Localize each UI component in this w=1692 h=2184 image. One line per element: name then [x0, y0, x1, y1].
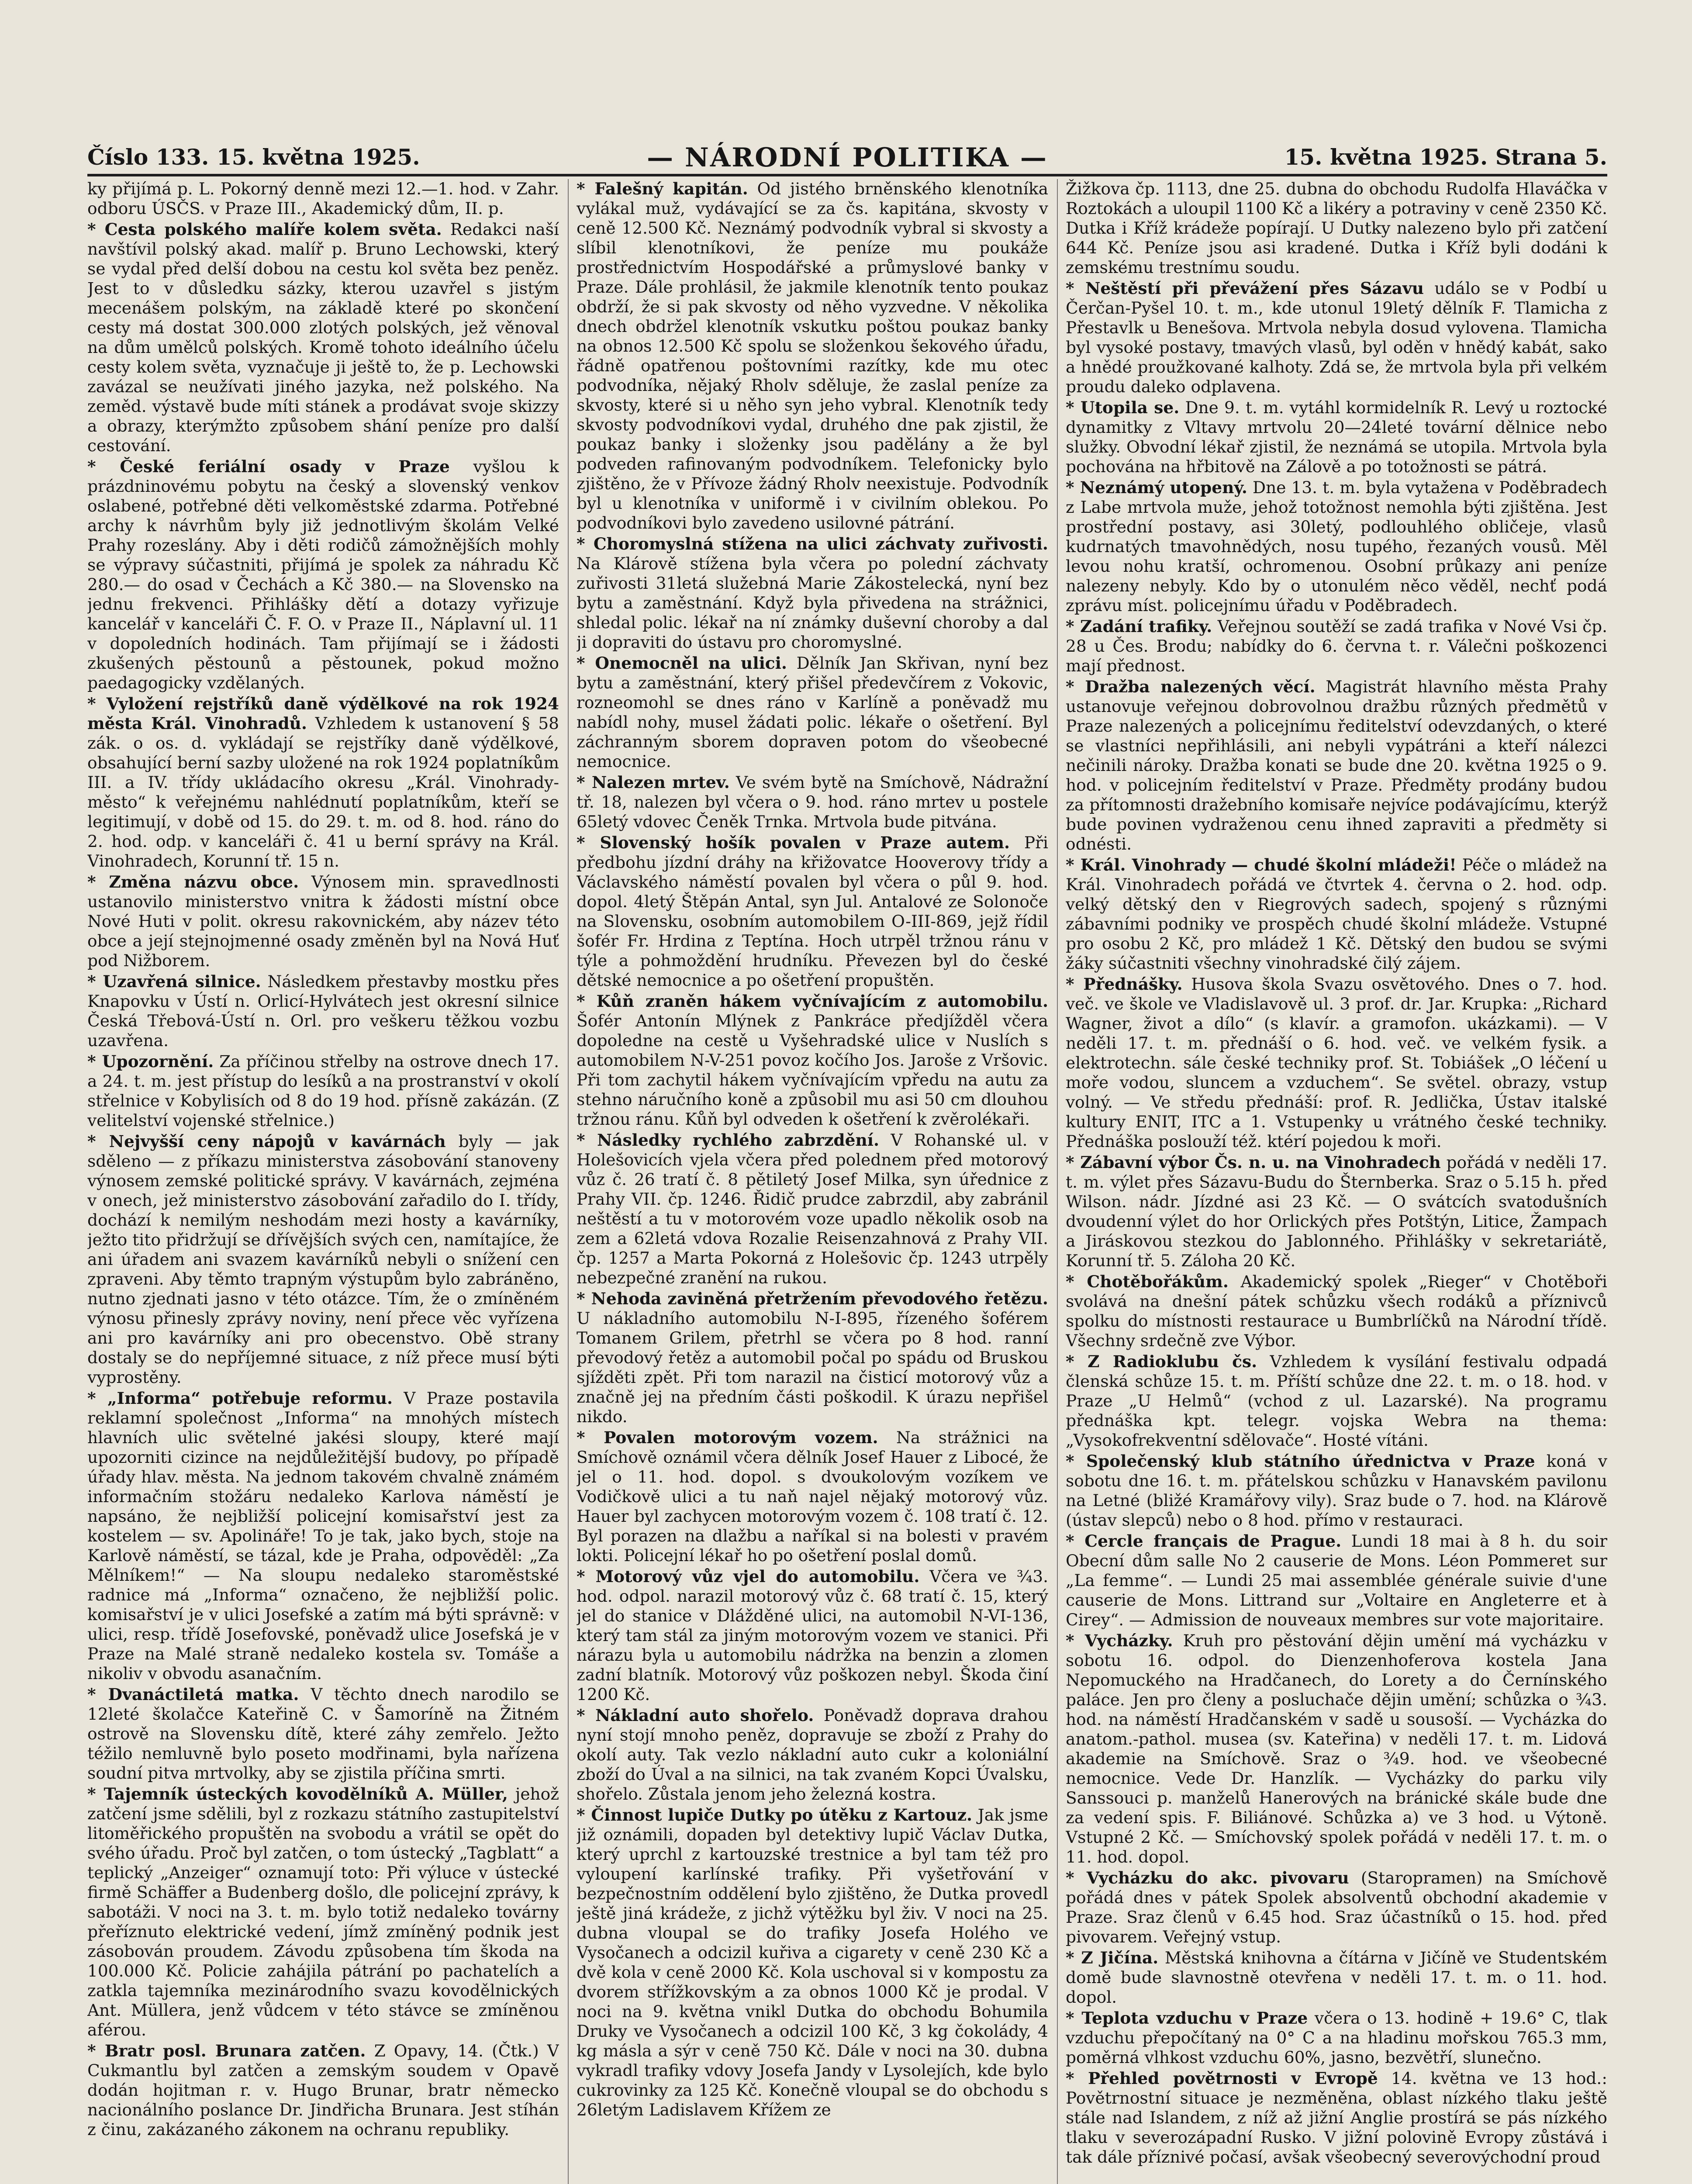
article-headline: * Choromyslná stížena na ulici záchvaty zuřivosti.	[577, 534, 1048, 553]
news-article	[1066, 1272, 1607, 1351]
article-headline: * Z Radioklubu čs.	[1066, 1352, 1257, 1371]
article-body: Péče o mládež na Král. Vinohradech pořádá ve čtvrtek 4. června o 2. hod. odp. velký dětský den v Riegrových sadech, spojený s různými zábavními podniky ve prospěch chudé školní mládeže. Vstupné pro osobu 2 Kč, pro mládež 1 Kč. Dětský den budou se svými žáky súčastniti všechny vinohradské čilý zájem.	[1066, 855, 1607, 973]
article-body: Akademický spolek „Rieger“ v Chotěboři svolává na dnešní pátek schůzku všech rodáků a příznivců spolku do místnosti restaurace u Bumbrlíčků na Národní třídě. Všechny srdečně zve Výbor.	[1066, 1272, 1607, 1350]
article-body: pořádá v neděli 17. t. m. výlet přes Sázavu-Budu do Šternberka. Sraz o 5.15 h. před Wilson. nádr. Jízdné asi 23 Kč. — O svátcích svatodušních dvoudenní výlet do hor Orlických přes Potštýn, Litice, Žampach a Jiráskovou stezkou do Jablonného. Přihlášky v sekretariátě, Korunní tř. 5. Záloha 20 Kč.	[1066, 1153, 1607, 1270]
article-headline: * Slovenský hošík povalen v Praze autem.	[577, 833, 1010, 852]
article-headline: * Zábavní výbor Čs. n. u. na Vinohradech	[1066, 1153, 1441, 1172]
article-headline: * Motorový vůz vjel do automobilu.	[577, 1567, 920, 1586]
article-headline: * Společenský klub státního úřednictva v Praze	[1066, 1451, 1535, 1471]
article-body: Ve svém bytě na Smíchově, Nádražní tř. 18, nalezen byl včera o 9. hod. ráno mrtev u postele 65letý vdovec Čeněk Trnka. Mrtvola bude pitvána.	[577, 773, 1048, 831]
article-headline: * Vycházky.	[1066, 1631, 1173, 1650]
article-body: koná v sobotu dne 16. t. m. přátelskou schůzku v Hanavském pavilonu na Letné (bližé Kramářovy vily). Sraz bude o 7. hod. na Klárově (ústav slepců) nebo o 8 hod. přímo v restauraci.	[1066, 1451, 1607, 1530]
article-headline: * Chotěbořákům.	[1066, 1272, 1229, 1291]
article-headline: * Neštěstí při převážení přes Sázavu	[1066, 279, 1424, 298]
article-body: Dne 9. t. m. vytáhl kormidelník R. Levý u roztocké dynamitky z Vltavy mrtvolu 20—24leté tovární dělnice nebo služky. Obvodní lékař zjistil, že neznámá se utopila. Mrtvola byla pochována na hřbitově na Zálově a po totožnosti se pátrá.	[1066, 398, 1607, 476]
article-body: Na Klárově stížena byla včera po polední záchvaty zuřivosti 31letá služebná Marie Zákostelecká, nyní bez bytu a zaměstnání. Když byla přivedena na strážnici, shledal polic. lékař na ní známky duševní choroby a dal ji dopraviti do ústavu pro choromyslné.	[577, 554, 1048, 652]
masthead	[87, 138, 1607, 177]
news-article	[577, 833, 1048, 990]
news-article	[87, 1784, 559, 2040]
article-body: Lundi 18 mai à 8 h. du soir Obecní dům salle No 2 causerie de Mons. Léon Pommeret sur „La femme“. — Lundi 25 mai assemblée générale suivie d'une causerie de Mons. Littrand sur „Voltaire en Angleterre et à Cirey“. — Admission de nouveaux membres sur vote majoritaire.	[1066, 1531, 1607, 1629]
news-article	[577, 1289, 1048, 1427]
article-body: byly — jak sděleno — z příkazu ministerstva zásobování stanoveny výnosem zemské politické správy. V kavárnách, zejména v onech, jež ministerstvo zásobování zařadilo do I. třídy, dochází k nemilým neshodám mezi hosty a kavárníky, ježto tito přidržují se dřívějších svých cen, namítajíce, že ani úřadem ani svazem kavárníků nebyli o snížení cen zpraveni. Aby těmto trapným výstupům bylo zabráněno, nutno zjednati jasno v této otázce. Tím, že o zmíněném výnosu přinesly zprávy noviny, není přece věc vyřízena ani pro kavárníky ani pro obecenstvo. Obě strany dostaly se do nepříjemné situace, z níž přece musí býti vyprostěny.	[87, 1132, 559, 1387]
issue-number-date: Číslo 133. 15. května 1925.	[87, 144, 420, 170]
news-article	[1066, 677, 1607, 854]
news-article	[577, 1567, 1048, 1704]
column-divider	[568, 179, 569, 2184]
article-headline: * Dvanáctiletá matka.	[87, 1685, 299, 1704]
news-article	[1066, 1153, 1607, 1271]
article-body: Výnosem min. spravedlnosti ustanovilo ministerstvo vnitra k žádosti místní obce Nové Huti v polit. okresu rakovnickém, aby název této obce a její stejnojmenné osady změněn byl na Nová Huť pod Nižborem.	[87, 872, 559, 970]
news-article	[87, 220, 559, 456]
column-divider	[1057, 179, 1058, 2184]
column-2	[577, 179, 1048, 2184]
news-article	[577, 773, 1048, 832]
news-article	[1066, 1948, 1607, 2007]
news-article	[1066, 2008, 1607, 2067]
article-headline: * Cercle français de Prague.	[1066, 1531, 1342, 1551]
news-article	[577, 534, 1048, 652]
article-body: Redakci naší navštívil polský akad. malíř p. Bruno Lechowski, který se vydal před delší dobou na cestu kol světa bez peněz. Jest to v důsledku sázky, kterou uzavřel s jistým mecenášem polským, na základě které po skončení cesty má dostat 300.000 zlotých polských, jež věnoval na dům umělců polských. Kromě tohoto ideálního účelu cesty kolem světa, vyznačuje ji ještě to, že p. Lechowski zavázal se neužívati jiného jazyka, než polského. Na zeměd. výstavě bude míti stánek a prodávat svoje skizzy a obrazy, kterýmžto způsobem shání peníze pro další cestování.	[87, 220, 559, 455]
newspaper-title: — NÁRODNÍ POLITIKA —	[647, 142, 1048, 173]
article-headline: * Vycházku do akc. pivovaru	[1066, 1868, 1349, 1887]
news-article	[577, 1130, 1048, 1288]
article-body: Husova škola Svazu osvětového. Dnes o 7. hod. več. ve škole ve Vladislavově ul. 3 prof. dr. Jar. Krupka: „Richard Wagner, život a dílo“ (s klavír. a gramofon. ukázkami). — V neděli 17. t. m. přednáší o 6. hod. več. ve velkém fysik. a elektrotechn. sále české techniky prof. St. Tobiášek „O léčení u moře vodou, sluncem a vzduchem“. Se světel. obrazy, vstup volný. — Ve středu přednáší: prof. R. Jedlička, Ústav italské kultury ENIT, ITC a 1. Vstupenky u vrátného české techniky. Přednáška poslouží též. ktérí pojedou k moři.	[1066, 975, 1607, 1151]
article-body: U nákladního automobilu N-I-895, řízeného šoférem Tomanem Grilem, přetrhl se včera po 8 hod. ranní převodový řetěz a automobil počal po spádu od Bruskou sjížděti zpět. Při tom narazil na čisticí motorový vůz a značně jej na předním části poškodil. K úrazu nepřišel nikdo.	[577, 1309, 1048, 1426]
article-body: Jak jsme již oznámili, dopaden byl detektivy lupič Václav Dutka, který uprchl z kartouzské trestnice a byl tam též pro vyloupení karlínské trafiky. Při vyšetřování v bezpečnostním oddělení bylo zjištěno, že Dutka provedl ještě jiná krádeže, z jichž výtěžku byl živ. V noci na 25. dubna vloupal se do trafiky Josefa Holého ve Vysočanech a odcizil kuřiva a cigarety v ceně 230 Kč a dvě kola v ceně 2000 Kč. Kola uschoval si v kompostu za dvorem střížkovským a za obnos 1000 Kč je prodal. V noci na 9. května vnikl Dutka do obchodu Bohumila Druky ve Vysočanech a odcizil 100 Kč, 3 kg čokolády, 4 kg másla a sýr v ceně 750 Kč. Dále v noci na 30. dubna vykradl trafiky vdovy Josefa Jandy v Lysolejích, kde bylo cukrovinky za 125 Kč. Konečně vloupal se do obchodu s 26letým Ladislavem Křížem ze	[577, 1805, 1048, 2119]
article-headline: * Následky rychlého zabrzdění.	[577, 1130, 880, 1150]
news-article	[1066, 2069, 1607, 2167]
article-body: Dělník Jan Skřivan, nyní bez bytu a zaměstnání, který přišel předevčírem z Vokovic, rozneomohl se dnes ráno v Karlíně a poněvadž mu nabídl nohy, musel žádati polic. lékaře o ošetření. Byl záchranným sborem dopraven potom do všeobecné nemocnice.	[577, 653, 1048, 771]
news-article	[1066, 1631, 1607, 1867]
article-body: Šofér Antonín Mlýnek z Pankráce předjížděl včera dopoledne na cestě u Vyšehradské ulice v Nuslích s automobilem N-V-251 povoz kočího Jos. Jaroše z Vršovic. Při tom zachytil hákem vyčnívajícím vpředu na autu za stehno náručního koně a způsobil mu asi 50 cm dlouhou tržnou ránu. Kůň byl odveden k ošetření k zvěrolékaři.	[577, 1011, 1048, 1129]
article-headline: * Král. Vinohrady — chudé školní mládeži!	[1066, 855, 1457, 874]
article-body: 14. května ve 13 hod.: Povětrnostní situace je nezměněna, oblast nízkého tlaku ještě stále nad Islandem, z níž až jižní Anglie prostírá se pás nízkého tlaku v severozápadní Rusko. V jižní polovině Evropy zůstává i tak dále příznivé počasí, avšak všeobecný severovýchodní proud	[1066, 2069, 1607, 2167]
article-body: Kruh pro pěstování dějin umění má vycházku v sobotu 16. odpol. do Dienzenhoferova kostela Jana Nepomuckého na Hradčanech, do Lorety a do Černínského paláce. Jen pro členy a posluchače dějin umění; schůzka o ¾3. hod. na náměstí Hradčanském v sadě u sousoší. — Vycházka do anatom.-pathol. musea (sv. Kateřina) v neděli 17. t. m. Lidová akademie na Smíchově. Sraz o ¾9. hod. ve všeobecné nemocnice. Vede Dr. Hanzlík. — Vycházky do parku vily Sanssouci p. manželů Hanerových na bránické skále bude dne za vedení spis. F. Biliánové. Schůzka a) ve 3 hod. u Výtoně. Vstupné 2 Kč. — Smíchovský spolek pořádá v neděli 17. t. m. o 11. hod. dopol.	[1066, 1631, 1607, 1866]
news-article	[577, 653, 1048, 771]
article-body: Žižkova čp. 1113, dne 25. dubna do obchodu Rudolfa Hlaváčka v Roztokách a uloupil 1100 Kč a likéry a potraviny v ceně 2350 Kč. Dutka i Kříž krádeže popírají. U Dutky nalezeno bylo při zatčení 644 Kč. Peníze jsou asi kradené. Dutka i Kříž byli dodáni k zemskému trestnímu soudu.	[1066, 179, 1607, 277]
article-body: Poněvadž doprava drahou nyní stojí mnoho peněz, dopravuje se zboží z Prahy do okolí auty. Tak vezlo nákladní auto cukr a koloniální zboží do Úval a na silnici, na tak zvaném Kopci Úvalsku, shořelo. Zůstala jenom jeho železná kostra.	[577, 1706, 1048, 1804]
article-headline: * Upozornění.	[87, 1052, 214, 1071]
article-headline: * Z Jičína.	[1066, 1948, 1159, 1967]
article-headline: * Dražba nalezených věcí.	[1066, 677, 1316, 696]
article-headline: * Činnost lupiče Dutky po útěku z Kartouz.	[577, 1805, 973, 1825]
news-article	[1066, 1868, 1607, 1947]
news-article	[1066, 398, 1607, 477]
news-article	[87, 972, 559, 1051]
news-article	[1066, 478, 1607, 615]
news-article	[1066, 1352, 1607, 1450]
article-headline: * Přehled povětrnosti v Evropě	[1066, 2069, 1378, 2088]
date-page-number: 15. května 1925. Strana 5.	[1284, 144, 1607, 170]
article-body: Z Opavy, 14. (Čtk.) V Cukmantlu byl zatčen a zemským soudem v Opavě dodán hojitman r. v. Hugo Brunar, bratr německo nacionálního poslance Dr. Jindřicha Brunara. Jest stíhán z činu, zakázaného zákonem na ochranu republiky.	[87, 2041, 559, 2139]
news-article	[87, 1389, 559, 1683]
article-headline: * Uzavřená silnice.	[87, 972, 261, 991]
news-article	[87, 872, 559, 971]
article-body: Dne 13. t. m. byla vytažena v Poděbradech z Labe mrtvola muže, jehož totožnost nemohla býti zjištěna. Jest prostřední postavy, asi 30letý, podlouhlého obličeje, vlasů kudrnatých tmavohnědých, nosu tupého, řezaných vousů. Měl levou nohu kratší, ochromenou. Osobní průkazy ani peníze nalezeny nebyly. Kdo by o utonulém něco věděl, nechť podá zprávu míst. policejnímu úřadu v Poděbradech.	[1066, 478, 1607, 615]
column-3	[1066, 179, 1607, 2184]
article-body: Při předbohu jízdní dráhy na křižovatce Hooverovy třídy a Václavského náměstí povalen byl včera o půl 9. hod. dopol. 4letý Štěpán Antal, syn Jul. Antalové ze Solonoče na Slovensku, osobním automobilem O-III-869, jejž řídil šofér Fr. Hrdina z Teptína. Hoch utrpěl tržnou ránu v týle a pohmoždění hrudníku. Převezen byl do české dětské nemocnice a po ošetření propuštěn.	[577, 833, 1048, 990]
article-headline: * Povalen motorovým vozem.	[577, 1428, 878, 1447]
news-article	[1066, 279, 1607, 397]
news-article	[1066, 1451, 1607, 1530]
news-article	[577, 179, 1048, 533]
article-body: (Staropramen) na Smíchově pořádá dnes v pátek Spolek absolventů obchodní akademie v Praze. Sraz členů v 6.45 hod. Sraz účastníků o 15. hod. před pivovarem. Veřejný vstup.	[1066, 1868, 1607, 1946]
article-headline: * Bratr posl. Brunara zatčen.	[87, 2041, 366, 2060]
news-article	[577, 1706, 1048, 1804]
article-headline: * Změna názvu obce.	[87, 872, 299, 892]
article-body: událo se v Podbí u Čerčan-Pyšel 10. t. m., kde utonul 19letý dělník F. Tlamicha z Přestavlk u Benešova. Mrtvola nebyla dosud vylovena. Tlamicha byl vysoké postavy, tmavých vlasů, byl oděn v hnědý kabát, sako a hnědé proužkované kalhoty. Zdá se, že mrtvola byla při velkém proudu daleko odplavena.	[1066, 279, 1607, 396]
article-body: V Rohanské ul. v Holešovicích vjela včera před polednem před motorový vůz č. 26 tratí č. 8 pětiletý Josef Milka, syn úřednice z Prahy VII. čp. 1246. Řidič prudce zabrzdil, aby zabránil neštěstí a tu v motorovém voze upadlo několik osob na zem a 62letá vdova Rozalie Reisenzahnová z Prahy VII. čp. 1257 a Marta Pokorná z Holešovic čp. 1243 utrpěly nebezpečné zranění na rukou.	[577, 1130, 1048, 1287]
header-rule	[87, 174, 1607, 176]
article-body: Městská knihovna a čítárna v Jičíně ve Studentském domě bude slavnostně otevřena v neděli 17. t. m. o 11. hod. dopol.	[1066, 1948, 1607, 2007]
article-body: Vzhledem k vysílání festivalu odpadá členská schůze 15. t. m. Příští schůze dne 22. t. m. o 18. hod. v Praze „U Helmů“ (vchod z ul. Lazarské). Na programu přednáška kpt. telegr. vojska Webra na thema: „Vysokofrekventní sdělovače“. Hosté vítáni.	[1066, 1352, 1607, 1450]
article-headline: * Neznámý utopený.	[1066, 478, 1247, 497]
article-headline: * Cesta polského malíře kolem světa.	[87, 220, 442, 239]
article-body: Veřejnou soutěží se zadá trafika v Nové Vsi čp. 28 u Čes. Brodu; nabídky do 6. června t. r. Válečni poškozenci mají přednost.	[1066, 617, 1607, 675]
article-body: Od jistého brněnského klenotníka vylákal muž, vydávající se za čs. kapitána, skvosty v ceně 12.500 Kč. Neznámý podvodník vybral si skvosty a slíbil klenotníkovi, že peníze mu poukáže prostřednictvím Hospodářské a průmyslové banky v Praze. Dále prohlásil, že jakmile klenotník tento poukaz obdrží, že si pak skvosty od něho vyzvedne. V několika dnech obdržel klenotník vskutku poštou poukaz banky na obnos 12.500 Kč spolu se složenkou šekového úřadu, řádně opatřenou poštovními razítky, kde mu otec podvodníka, nějaký Rholv sděluje, že zaslal peníze za skvosty, které si u něho syn jeho vybral. Klenotník tedy skvosty podvodníkovi vydal, druhého dne pak zjistil, že poukaz banky i složenky jsou padělány a že byl podveden rafinovaným podvodníkem. Telefonicky bylo zjištěno, že v Přívoze žádný Rholv neexistuje. Podvodník byl u klenotníka v uniformě i v civilním oblekou. Po podvodníkovi bylo zavedeno usilovné pátrání.	[577, 179, 1048, 532]
news-article	[87, 457, 559, 693]
news-article	[87, 1685, 559, 1783]
article-headline: * Nehoda zaviněná přetržením převodového řetězu.	[577, 1289, 1048, 1308]
news-article	[87, 694, 559, 871]
news-article	[87, 2041, 559, 2139]
news-article	[87, 1132, 559, 1387]
news-article	[1066, 855, 1607, 973]
news-article	[1066, 1531, 1607, 1630]
article-headline: * Utopila se.	[1066, 398, 1180, 417]
article-body: Za příčinou střelby na ostrove dnech 17. a 24. t. m. jest přístup do lesíků a na prostranství v okolí střelnice v Kobylisích od 8 do 19 hod. přísně zakázán. (Z velitelství vojenské střelnice.)	[87, 1052, 559, 1130]
news-article	[577, 1428, 1048, 1565]
article-headline: * „Informa“ potřebuje reformu.	[87, 1389, 393, 1408]
article-headline: * České feriální osady v Praze	[87, 457, 450, 476]
article-headline: * Tajemník ústeckých kovodělníků A. Müller,	[87, 1784, 508, 1804]
article-body: V těchto dnech narodilo se 12leté školačce Kateřině C. v Šamoríně na Žitném ostrově na Slovensku dítě, které záhy zemřelo. Ježto téžilo nemluvně bylo poseto modřinami, byla nařízena soudní pitva mrtvolky, aby se zjistila příčina smrti.	[87, 1685, 559, 1783]
article-body: ky přijímá p. L. Pokorný denně mezi 12.—1. hod. v Zahr. odboru ÚSČS. v Praze III., Akademický dům, II. p.	[87, 179, 559, 218]
article-headline: * Vyložení rejstříků daně výdělkové na rok 1924 města Král. Vinohradů.	[87, 694, 559, 733]
article-headline: * Teplota vzduchu v Praze	[1066, 2008, 1308, 2028]
news-article	[1066, 975, 1607, 1151]
article-body: vyšlou k prázdninovému pobytu na český a slovenský venkov oslabené, potřebné děti velkoměstské zdarma. Potřebné archy k návrhům byly již jednotlivým školám Velké Prahy rozeslány. Aby i děti rodičů zámožnějších mohly se výpravy súčastniti, přijímá je spolek za náhradu Kč 280.— do osad v Čechách a Kč 380.— na Slovensko na jednu frekvenci. Přihlášky dětí a dotazy vyřizuje kancelář v kanceláři Č. F. O. v Praze II., Náplavní ul. 11 v dopoledních hodinách. Tam přijímají se i žádosti zkušených pěstounů a pěstounek, pokud možno paedagogicky vzdělaných.	[87, 457, 559, 692]
article-body: V Praze postavila reklamní společnost „Informa“ na mnohých místech hlavních ulic světelné jakési sloupy, které mají upozorniti cizince na nejdůležitější budovy, po případě úřady hlav. města. Na jednom takovém chvalně známém informačním stožáru nedaleko Karlova náměstí je napsáno, že nejbližší policejní komisařství jest za kostelem — sv. Apolináře! To je tak, jako bych, stoje na Karlově náměstí, se tázal, kde je Praha, odpověděl: „Za Mělníkem!“ — Na sloupu nedaleko staroměstské radnice má „Informa“ označeno, že nejbližší polic. komisařství je v ulici Josefské a zatím má býti správně: v ulici, resp. třídě Josefovské, poněvadž ulice Josefská je v Praze na Malé straně nedaleko kostela sv. Tomáše a nikoliv v obvodu asanačním.	[87, 1389, 559, 1683]
article-headline: * Onemocněl na ulici.	[577, 653, 787, 673]
article-body: Na strážnici na Smíchově oznámil včera dělník Josef Hauer z Libocé, že jel o 11. hod. dopol. s dvoukolovým vozíkem ve Vodičkově ulici a tu naň najel nějaký motorový vůz. Hauer byl zachycen motorovým vozem č. 108 tratí č. 12. Byl porazen na dlažbu a naříkal si na bolesti v pravém lokti. Policejní lékař ho po ošetření poslal domů.	[577, 1428, 1048, 1565]
article-body: včera o 13. hodině + 19.6° C, tlak vzduchu přepočítaný na 0° C a na hladinu mořskou 765.3 mm, poměrná vlhkost vzduchu 60%, jasno, bezvětří, slunečno.	[1066, 2008, 1607, 2067]
article-headline: * Nákladní auto shořelo.	[577, 1706, 814, 1725]
column-1	[87, 179, 559, 2184]
news-article	[1066, 617, 1607, 676]
news-article	[577, 1805, 1048, 2120]
article-headline: * Nejvyšší ceny nápojů v kavárnách	[87, 1132, 446, 1151]
article-headline: * Zadání trafiky.	[1066, 617, 1212, 636]
article-headline: * Kůň zraněn hákem vyčnívajícím z automobilu.	[577, 992, 1048, 1011]
article-headline: * Nalezen mrtev.	[577, 773, 730, 792]
article-headline: * Falešný kapitán.	[577, 179, 748, 198]
article-body: jehož zatčení jsme sdělili, byl z rozkazu státního zastupitelství litoměřického propuštěn na svobodu a vrátil se opět do svého úřadu. Proč byl zatčen, o tom ústecký „Tagblatt“ a teplický „Anzeiger“ oznamují toto: Při výluce v ústecké firmě Schäffer a Budenberg došlo, dle policejní zprávy, k sabotáži. V noci na 3. t. m. bylo totiž nedaleko továrny přeříznuto elektrické vedení, jímž zmíněný podnik jest zásobován proudem. Závodu způsobena tím škoda na 100.000 Kč. Policie zahájila pátrání po pachatelích a zatkla tajemníka mezinárodního svazu kovodělnických Ant. Müllera, jenž vůdcem v této stávce se zmíněnou aférou.	[87, 1784, 559, 2039]
news-article	[1066, 179, 1607, 277]
news-article	[87, 179, 559, 218]
article-body: Včera ve ¾3. hod. odpol. narazil motorový vůz č. 68 tratí č. 15, který jel do stanice v Dlážděné ulici, na automobil N-VI-136, který tam stál za jiným motorovým vozem ve stanici. Při nárazu byla u automobilu nádržka na benzin a zlomen zadní blatník. Motorový vůz poškozen nebyl. Škoda činí 1200 Kč.	[577, 1567, 1048, 1704]
article-headline: * Přednášky.	[1066, 975, 1183, 994]
article-body: Magistrát hlavního města Prahy ustanovuje veřejnou dobrovolnou dražbu různých předmětů v Praze nalezených a policejnímu ředitelství odevzdaných, o které se vlastníci nepřihlásili, ani nebyli vypátráni a kteří nálezci nečinili nároky. Dražba konati se bude dne 20. května 1925 o 9. hod. v policejním ředitelství v Praze. Předměty prodány budou za přítomnosti dražebního komisaře nejvíce podávajícímu, kterýž bude povinen vydraženou cenu ihned zapraviti a předměty si odnésti.	[1066, 677, 1607, 854]
article-body: Následkem přestavby mostku přes Knapovku v Ústí n. Orlicí-Hylvátech jest okresní silnice Česká Třebová-Ústí n. Orl. pro veškeru těžkou vozbu uzavřena.	[87, 972, 559, 1050]
article-body: Vzhledem k ustanovení § 58 zák. o os. d. vykládají se rejstříky daně výdělkové, obsahující berní sazby uložené na rok 1924 poplatníkům III. a IV. třídy ukládacího okresu „Král. Vinohrady-město“ k veřejnému nahlédnutí poplatníkům, kteří se legitimují, v době od 15. do 29. t. m. od 8. hod. ráno do 2. hod. odp. v kanceláři č. 41 u berní správy na Král. Vinohradech, Korunní tř. 15 n.	[87, 714, 559, 871]
news-article	[577, 992, 1048, 1129]
news-article	[87, 1052, 559, 1130]
